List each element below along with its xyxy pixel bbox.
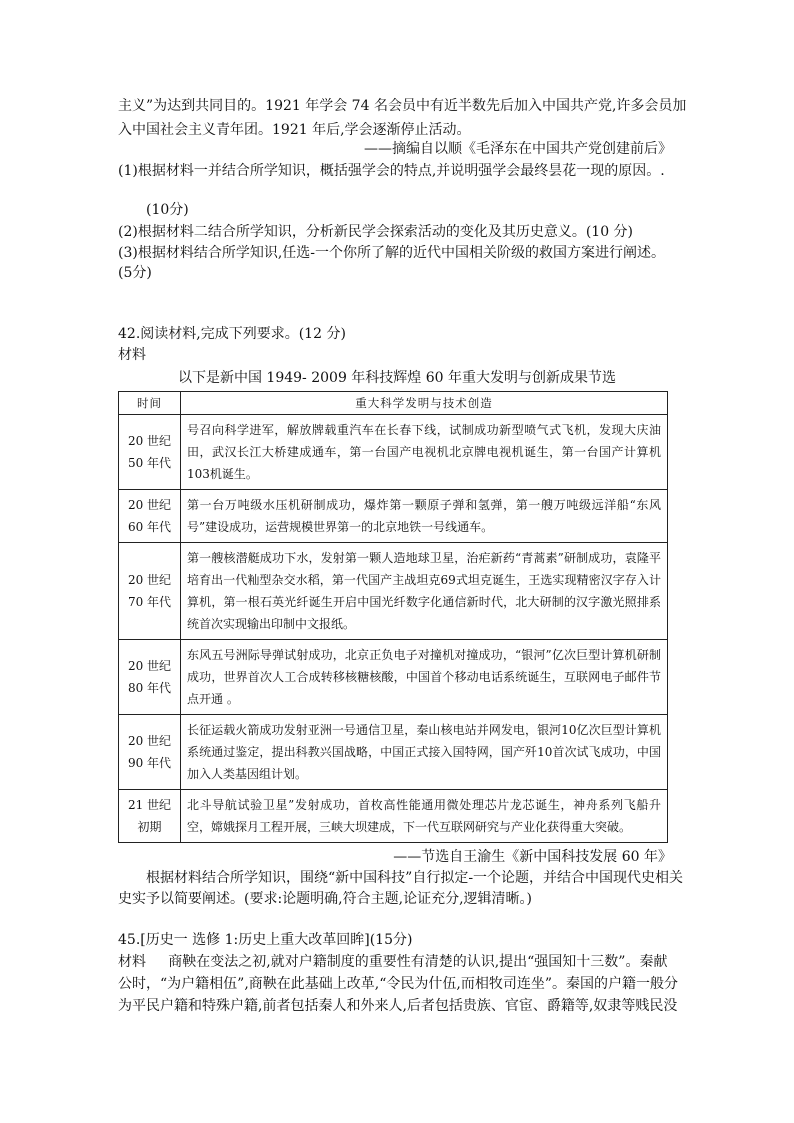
row-time: 20 世纪 80 年代 — [119, 640, 181, 715]
row-time: 20 世纪 50 年代 — [119, 415, 181, 490]
paragraph-line: 为平民户籍和特殊户籍,前者包括秦人和外来人,后者包括贵族、官宦、爵籍等,奴隶等贱民没 — [118, 998, 678, 1014]
row-time: 20 世纪 60 年代 — [119, 490, 181, 543]
row-content: 号召向科学进军，解放牌载重汽车在长春下线，试制成功新型喷气式飞机，发现大庆油田，武汉长江大桥建成通车，第一台国产电视机北京牌电视机诞生，第一台国产计算机103机诞生。 — [181, 415, 668, 490]
table-row — [119, 415, 668, 490]
table-row — [119, 543, 668, 640]
table-row — [119, 490, 668, 543]
row-content: 第一艘核潜艇成功下水，发射第一颗人造地球卫星，治疟新药“青蒿素”研制成功，袁隆平培育出一代籼型杂交水稻，第一代国产主战坦克69式坦克诞生，王选实现精密汉字存入计算机，第一根石英光纤诞生开启中国光纤数字化通信新时代，北大研制的汉字激光照排系统首次实现输出印制中文报纸。 — [181, 543, 668, 640]
row-content: 北斗导航试验卫星”发射成功，首枚高性能通用微处理芯片龙芯诞生，神舟系列飞船升空，嫦娥探月工程开展，三峡大坝建成，下一代互联网研究与产业化获得重大突破。 — [181, 790, 668, 843]
table-row — [119, 640, 668, 715]
question-42-heading: 42.阅读材料,完成下列要求。(12 分) — [118, 326, 346, 342]
question-2: (2)根据材料二结合所学知识，分析新民学会探索活动的变化及其历史意义。(10 分) — [118, 224, 634, 240]
question-45-heading: 45.[历史一 选修 1:历史上重大改革回眸](15分) — [118, 932, 413, 948]
paragraph-line: 材料 商鞅在变法之初,就对户籍制度的重要性有清楚的认识,提出“强国知十三数”。秦献 — [118, 954, 668, 970]
table-row — [119, 715, 668, 790]
table-header-row — [119, 392, 668, 415]
header-time: 时间 — [119, 392, 181, 415]
question-3-score: (5分) — [118, 265, 152, 281]
row-time: 21 世纪 初期 — [119, 790, 181, 843]
table-title: 以下是新中国 1949- 2009 年科技辉煌 60 年重大发明与创新成果节选 — [177, 370, 617, 386]
requirement-line: 史实予以简要阐述。(要求:论题明确,符合主题,论证充分,逻辑清晰。) — [118, 891, 532, 907]
row-content: 第一台万吨级水压机研制成功，爆炸第一颗原子弹和氢弹，第一艘万吨级远洋船“东风号”建设成功，运营规模世界第一的北京地铁一号线通车。 — [181, 490, 668, 543]
question-3: (3)根据材料结合所学知识,任选-一个你所了解的近代中国相关阶级的救国方案进行阐述。 — [118, 245, 666, 261]
requirement-line: 根据材料结合所学知识，围绕“新中国科技”自行拟定-一个论题，并结合中国现代史相关 — [146, 870, 684, 886]
question-1-score: (10分) — [146, 202, 189, 218]
paragraph-line: 入中国社会主义青年团。1921 年后,学会逐渐停止活动。 — [118, 122, 471, 138]
source-citation: ——节选自王渝生《新中国科技发展 60 年》 — [393, 849, 672, 865]
row-content: 东风五号洲际导弹试射成功，北京正负电子对撞机对撞成功，“银河”亿次巨型计算机研制成功，世界首次人工合成转移核糖核酸，中国首个移动电话系统诞生，互联网电子邮件节点开通 。 — [181, 640, 668, 715]
source-citation: ——摘编自以顺《毛泽东在中国共产党创建前后》 — [364, 141, 672, 157]
material-label: 材料 — [118, 347, 146, 363]
question-1: (1)根据材料一并结合所学知识，概括强学会的特点,并说明强学会最终昙花一现的原因。. — [118, 163, 665, 179]
tech-achievements-table — [118, 391, 668, 843]
table-row — [119, 790, 668, 843]
row-time: 20 世纪 90 年代 — [119, 715, 181, 790]
row-content: 长征运载火箭成功发射亚洲一号通信卫星，秦山核电站并网发电，银河10亿次巨型计算机系统通过鉴定，提出科教兴国战略，中国正式接入国特网，国产歼10首次试飞成功，中国加入人类基因组计划。 — [181, 715, 668, 790]
header-content: 重大科学发明与技术创造 — [181, 392, 668, 415]
paragraph-line: 公时，“为户籍相伍”,商鞅在此基础上改革,“令民为什伍,而相牧司连坐”。秦国的户籍一般分 — [118, 976, 678, 992]
row-time: 20 世纪 70 年代 — [119, 543, 181, 640]
paragraph-line: 主义”为达到共同目的。1921 年学会 74 名会员中有近半数先后加入中国共产党,许多会员加 — [118, 98, 687, 114]
